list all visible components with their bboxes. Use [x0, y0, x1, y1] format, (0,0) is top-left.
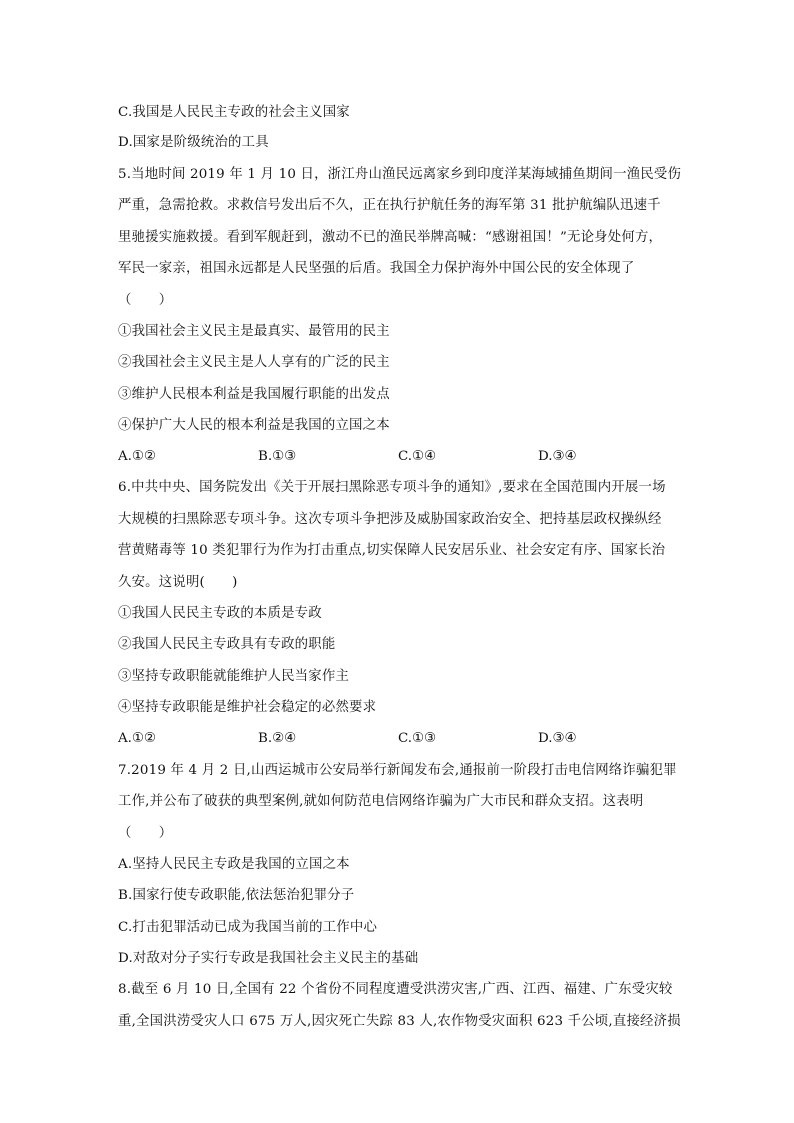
option-b: B.②④: [258, 731, 297, 746]
text-line: 军民一家亲，祖国永远都是人民坚强的后盾。我国全力保护海外中国公民的安全体现了: [118, 261, 635, 276]
option-a: A.坚持人民民主专政是我国的立国之本: [118, 857, 350, 872]
question-7-stem: 7.2019 年 4 月 2 日,山西运城市公安局举行新闻发布会,通报前一阶段打击电信网络诈骗犯罪: [118, 763, 677, 778]
option-c: C.①③: [398, 731, 437, 746]
statement-4: ④保护广大人民的根本利益是我国的立国之本: [118, 418, 390, 433]
text-line: 久安。这说明( ): [118, 575, 238, 590]
option-b: B.①③: [258, 449, 297, 464]
answer-blank: （ ）: [118, 826, 173, 841]
text-line: 大规模的扫黑除恶专项斗争。这次专项斗争把涉及威胁国家政治安全、把持基层政权操纵经: [118, 512, 662, 527]
text-line: 里驰援实施救援。看到军舰赶到，激动不已的渔民举牌高喊：“感谢祖国！”无论身处何方，: [118, 230, 663, 245]
option-d: D.对敌对分子实行专政是我国社会主义民主的基础: [118, 951, 419, 966]
statement-1: ①我国人民民主专政的本质是专政: [118, 606, 322, 621]
statement-1: ①我国社会主义民主是最真实、最管用的民主: [118, 324, 390, 339]
option-d: D.③④: [538, 731, 577, 746]
statement-4: ④坚持专政职能是维护社会稳定的必然要求: [118, 700, 377, 715]
option-b: B.国家行使专政职能,依法惩治犯罪分子: [118, 888, 355, 903]
answer-blank: （ ）: [118, 293, 173, 308]
text-line: D.国家是阶级统治的工具: [118, 135, 269, 150]
statement-3: ③坚持专政职能就能维护人民当家作主: [118, 669, 350, 684]
statement-2: ②我国人民民主专政具有专政的职能: [118, 637, 336, 652]
statement-2: ②我国社会主义民主是人人享有的广泛的民主: [118, 355, 390, 370]
question-8-stem: 8.截至 6 月 10 日,全国有 22 个省份不同程度遭受洪涝灾害,广西、江西、福建、广东受灾较: [118, 982, 673, 997]
question-5-stem: 5.当地时间 2019 年 1 月 10 日，浙江舟山渔民远离家乡到印度洋某海域捕鱼期间一渔民受伤: [118, 167, 682, 182]
option-a: A.①②: [118, 731, 156, 746]
text-line: 严重，急需抢救。求救信号发出后不久，正在执行护航任务的海军第 31 批护航编队迅速千: [118, 198, 661, 213]
text-line: 重,全国洪涝受灾人口 675 万人,因灾死亡失踪 83 人,农作物受灾面积 623 千公顷,直接经济损: [118, 1014, 681, 1029]
option-a: A.①②: [118, 449, 156, 464]
text-line: C.我国是人民民主专政的社会主义国家: [118, 105, 350, 120]
option-c: C.打击犯罪活动已成为我国当前的工作中心: [118, 920, 378, 935]
option-c: C.①④: [398, 449, 437, 464]
option-d: D.③④: [538, 449, 577, 464]
text-line: 营黄赌毒等 10 类犯罪行为作为打击重点,切实保障人民安居乐业、社会安定有序、国家长治: [118, 543, 666, 558]
question-6-stem: 6.中共中央、国务院发出《关于开展扫黑除恶专项斗争的通知》,要求在全国范围内开展一场: [118, 480, 666, 495]
statement-3: ③维护人民根本利益是我国履行职能的出发点: [118, 387, 390, 402]
text-line: 工作,并公布了破获的典型案例,就如何防范电信网络诈骗为广大市民和群众支招。这表明: [118, 794, 644, 809]
